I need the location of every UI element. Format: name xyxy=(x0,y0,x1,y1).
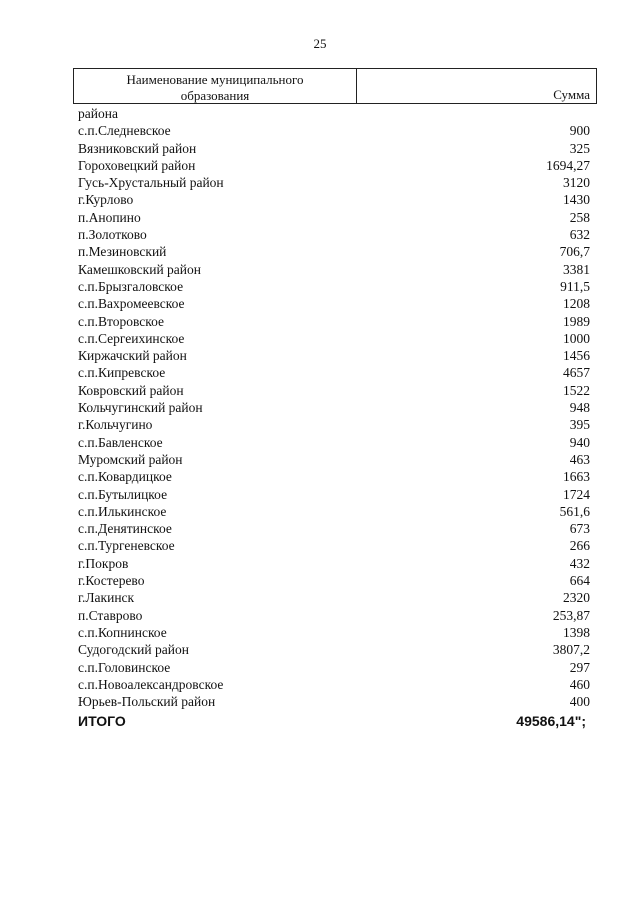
row-value: 1989 xyxy=(563,313,590,329)
row-name: Камешковский район xyxy=(78,261,201,277)
row-value: 395 xyxy=(569,417,590,433)
table-row xyxy=(78,330,590,347)
table-row xyxy=(78,486,590,503)
row-name: п.Мезиновский xyxy=(78,244,167,260)
row-value: 253,87 xyxy=(552,607,590,623)
row-name: с.п.Новоалександровское xyxy=(78,676,224,692)
row-name: с.п.Брызгаловское xyxy=(78,278,184,294)
row-name: Вязниковский район xyxy=(78,140,197,156)
row-name: Гороховецкий район xyxy=(78,157,196,173)
table-row xyxy=(78,520,590,537)
row-value: 400 xyxy=(569,694,590,710)
row-name: Гусь-Хрустальный район xyxy=(78,175,224,191)
table-body xyxy=(78,105,590,710)
row-value: 1398 xyxy=(563,624,590,640)
table-row xyxy=(78,191,590,208)
row-name: г.Костерево xyxy=(78,573,145,589)
row-value: 1000 xyxy=(563,330,590,346)
table-row xyxy=(78,278,590,295)
row-name: с.п.Вахромеевское xyxy=(78,296,185,312)
row-name: Ковровский район xyxy=(78,382,184,398)
row-name: с.п.Бавленское xyxy=(78,434,163,450)
table-row xyxy=(78,313,590,330)
row-name: г.Покров xyxy=(78,555,129,571)
table-row xyxy=(78,624,590,641)
table-header xyxy=(73,68,597,104)
total-label: ИТОГО xyxy=(78,713,126,729)
table-row xyxy=(78,226,590,243)
row-name: г.Курлово xyxy=(78,192,134,208)
row-name: г.Кольчугино xyxy=(78,417,153,433)
row-name: п.Золотково xyxy=(78,227,147,243)
row-name: Киржачский район xyxy=(78,348,187,364)
row-name: Кольчугинский район xyxy=(78,400,203,416)
column-header-name-line2: образования xyxy=(180,88,250,103)
row-value: 432 xyxy=(569,555,590,571)
table-row xyxy=(78,468,590,485)
row-value: 258 xyxy=(569,209,590,225)
row-name: с.п.Ковардицкое xyxy=(78,469,172,485)
table-row xyxy=(78,434,590,451)
row-name: Юрьев-Польский район xyxy=(78,694,216,710)
row-value: 325 xyxy=(569,140,590,156)
row-value: 900 xyxy=(569,123,590,139)
header-divider xyxy=(356,69,357,103)
row-value: 561,6 xyxy=(559,503,590,519)
row-value: 1663 xyxy=(563,469,590,485)
row-value: 940 xyxy=(569,434,590,450)
row-value: 3381 xyxy=(563,261,590,277)
table-row xyxy=(78,157,590,174)
row-name: г.Лакинск xyxy=(78,590,135,606)
row-value: 673 xyxy=(569,521,590,537)
row-name: с.п.Следневское xyxy=(78,123,171,139)
row-value: 1522 xyxy=(563,382,590,398)
table-row xyxy=(78,416,590,433)
table-row xyxy=(78,122,590,139)
row-name: п.Ставрово xyxy=(78,607,143,623)
row-name: п.Анопино xyxy=(78,209,141,225)
row-name: с.п.Илькинское xyxy=(78,503,167,519)
row-value: 706,7 xyxy=(559,244,590,260)
row-name: Муромский район xyxy=(78,451,183,467)
total-value: 49586,14"; xyxy=(516,713,586,729)
table-row xyxy=(78,209,590,226)
table-row xyxy=(78,572,590,589)
row-value: 948 xyxy=(569,400,590,416)
row-name: с.п.Бутылицкое xyxy=(78,486,168,502)
table-row xyxy=(78,659,590,676)
row-value: 1430 xyxy=(563,192,590,208)
row-name: с.п.Головинское xyxy=(78,659,171,675)
table-row xyxy=(78,261,590,278)
row-value: 911,5 xyxy=(560,278,590,294)
table-row xyxy=(78,243,590,260)
row-name: с.п.Тургеневское xyxy=(78,538,175,554)
row-value: 266 xyxy=(569,538,590,554)
row-value: 1724 xyxy=(563,486,590,502)
row-name: Судогодский район xyxy=(78,642,189,658)
row-value: 1208 xyxy=(563,296,590,312)
total-row xyxy=(78,713,586,729)
table-row xyxy=(78,140,590,157)
table-row xyxy=(78,676,590,693)
table-row xyxy=(78,537,590,554)
table-row xyxy=(78,693,590,710)
row-name: с.п.Сергеихинское xyxy=(78,330,185,346)
row-value: 632 xyxy=(569,227,590,243)
row-value: 3120 xyxy=(563,175,590,191)
column-header-sum: Сумма xyxy=(553,87,590,102)
row-value: 460 xyxy=(569,676,590,692)
continuation-text: района xyxy=(78,106,118,121)
row-value: 463 xyxy=(569,451,590,467)
row-name: с.п.Копнинское xyxy=(78,624,167,640)
table-row xyxy=(78,451,590,468)
table-row xyxy=(78,641,590,658)
row-value: 2320 xyxy=(563,590,590,606)
column-header-name xyxy=(74,72,356,104)
table-row xyxy=(78,399,590,416)
page-number: 25 xyxy=(313,36,327,51)
continuation-row xyxy=(78,105,590,122)
row-value: 297 xyxy=(569,659,590,675)
row-value: 1456 xyxy=(563,348,590,364)
row-value: 664 xyxy=(569,573,590,589)
table-row xyxy=(78,295,590,312)
row-name: с.п.Второвское xyxy=(78,313,165,329)
table-row xyxy=(78,607,590,624)
table-row xyxy=(78,503,590,520)
table-row xyxy=(78,555,590,572)
row-name: с.п.Денятинское xyxy=(78,521,172,537)
table-row xyxy=(78,382,590,399)
row-value: 4657 xyxy=(563,365,590,381)
table-row xyxy=(78,347,590,364)
table-row xyxy=(78,174,590,191)
row-value: 1694,27 xyxy=(546,157,590,173)
table-row xyxy=(78,364,590,381)
row-value: 3807,2 xyxy=(552,642,590,658)
table-row xyxy=(78,589,590,606)
row-name: с.п.Кипревское xyxy=(78,365,166,381)
column-header-name-line1: Наименование муниципального xyxy=(126,72,304,87)
